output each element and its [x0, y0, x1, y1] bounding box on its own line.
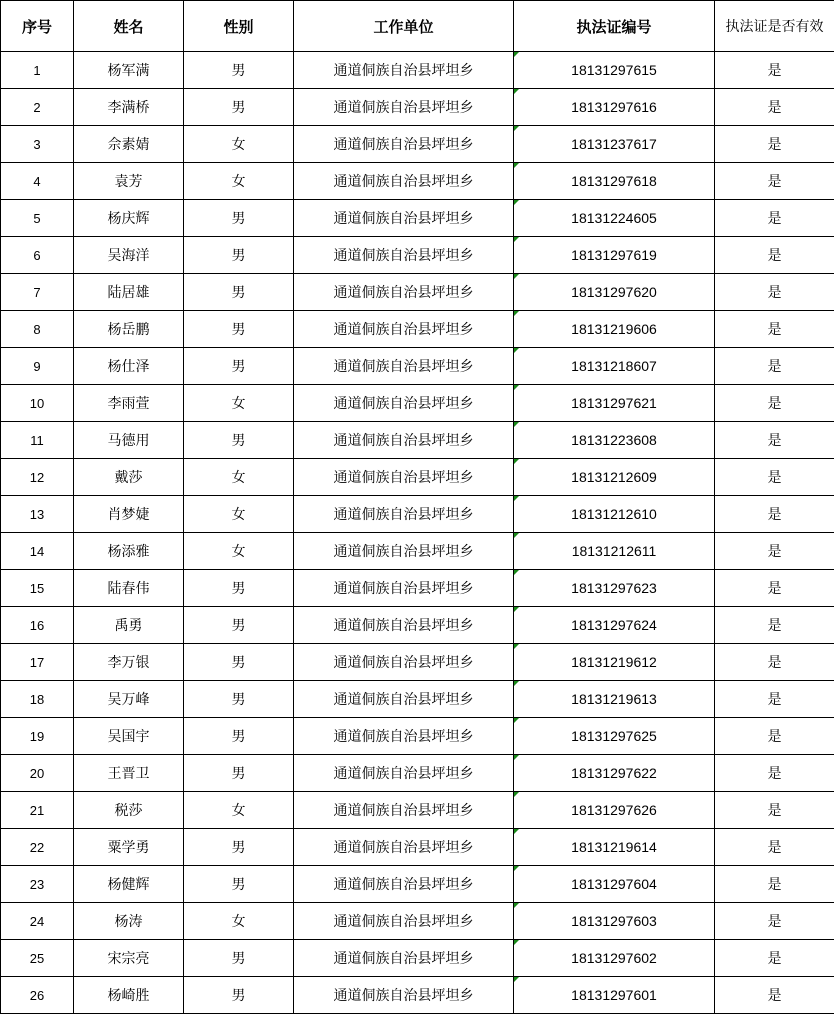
- cell-certificate-valid: 是: [715, 607, 834, 644]
- cell-certificate-valid: 是: [715, 792, 834, 829]
- cell-certificate-number: 18131297604: [514, 866, 715, 903]
- cell-serial-number: 23: [1, 866, 74, 903]
- cell-name: 禹勇: [74, 607, 184, 644]
- cell-gender: 男: [184, 200, 294, 237]
- cell-work-unit: 通道侗族自治县坪坦乡: [294, 348, 514, 385]
- cell-serial-number: 7: [1, 274, 74, 311]
- cell-work-unit: 通道侗族自治县坪坦乡: [294, 89, 514, 126]
- cell-serial-number: 21: [1, 792, 74, 829]
- cell-serial-number: 8: [1, 311, 74, 348]
- cell-work-unit: 通道侗族自治县坪坦乡: [294, 681, 514, 718]
- cell-certificate-number: 18131224605: [514, 200, 715, 237]
- table-row: [1, 681, 834, 718]
- cell-certificate-number: 18131297623: [514, 570, 715, 607]
- cell-certificate-valid: 是: [715, 52, 834, 89]
- cell-certificate-valid: 是: [715, 459, 834, 496]
- cell-serial-number: 20: [1, 755, 74, 792]
- cell-serial-number: 3: [1, 126, 74, 163]
- cell-name: 杨添雅: [74, 533, 184, 570]
- cell-name: 粟学勇: [74, 829, 184, 866]
- cell-certificate-number: 18131297620: [514, 274, 715, 311]
- table-row: [1, 52, 834, 89]
- table-row: [1, 607, 834, 644]
- cell-certificate-number: 18131297624: [514, 607, 715, 644]
- cell-certificate-number: 18131212609: [514, 459, 715, 496]
- cell-gender: 女: [184, 533, 294, 570]
- cell-gender: 男: [184, 422, 294, 459]
- cell-certificate-valid: 是: [715, 126, 834, 163]
- cell-work-unit: 通道侗族自治县坪坦乡: [294, 607, 514, 644]
- cell-certificate-valid: 是: [715, 200, 834, 237]
- table-row: [1, 829, 834, 866]
- cell-certificate-number: 18131297615: [514, 52, 715, 89]
- table-row: [1, 496, 834, 533]
- cell-gender: 男: [184, 311, 294, 348]
- table-row: [1, 200, 834, 237]
- cell-work-unit: 通道侗族自治县坪坦乡: [294, 459, 514, 496]
- cell-certificate-valid: 是: [715, 533, 834, 570]
- cell-certificate-valid: 是: [715, 718, 834, 755]
- cell-gender: 男: [184, 237, 294, 274]
- cell-name: 戴莎: [74, 459, 184, 496]
- cell-gender: 女: [184, 792, 294, 829]
- cell-work-unit: 通道侗族自治县坪坦乡: [294, 311, 514, 348]
- cell-name: 王晋卫: [74, 755, 184, 792]
- cell-certificate-valid: 是: [715, 89, 834, 126]
- cell-gender: 男: [184, 755, 294, 792]
- table-row: [1, 533, 834, 570]
- cell-name: 袁芳: [74, 163, 184, 200]
- header-certificate-number: 执法证编号: [514, 1, 715, 52]
- cell-name: 吴国宇: [74, 718, 184, 755]
- table-row: [1, 459, 834, 496]
- cell-gender: 男: [184, 681, 294, 718]
- cell-serial-number: 11: [1, 422, 74, 459]
- table-row: [1, 644, 834, 681]
- cell-name: 杨涛: [74, 903, 184, 940]
- cell-serial-number: 6: [1, 237, 74, 274]
- table-row: [1, 89, 834, 126]
- cell-work-unit: 通道侗族自治县坪坦乡: [294, 570, 514, 607]
- cell-certificate-number: 18131297619: [514, 237, 715, 274]
- cell-gender: 男: [184, 866, 294, 903]
- table-row: [1, 570, 834, 607]
- cell-serial-number: 15: [1, 570, 74, 607]
- cell-name: 李雨萱: [74, 385, 184, 422]
- cell-certificate-number: 18131297626: [514, 792, 715, 829]
- cell-certificate-valid: 是: [715, 274, 834, 311]
- table-row: [1, 311, 834, 348]
- cell-certificate-valid: 是: [715, 829, 834, 866]
- cell-certificate-valid: 是: [715, 348, 834, 385]
- cell-name: 杨健辉: [74, 866, 184, 903]
- cell-name: 吴海洋: [74, 237, 184, 274]
- cell-serial-number: 12: [1, 459, 74, 496]
- cell-name: 杨仕泽: [74, 348, 184, 385]
- cell-gender: 男: [184, 607, 294, 644]
- cell-certificate-valid: 是: [715, 570, 834, 607]
- cell-gender: 男: [184, 570, 294, 607]
- cell-name: 肖梦婕: [74, 496, 184, 533]
- cell-serial-number: 9: [1, 348, 74, 385]
- table-row: [1, 977, 834, 1014]
- header-gender: 性别: [184, 1, 294, 52]
- cell-gender: 男: [184, 348, 294, 385]
- cell-gender: 男: [184, 52, 294, 89]
- cell-certificate-valid: 是: [715, 940, 834, 977]
- cell-work-unit: 通道侗族自治县坪坦乡: [294, 52, 514, 89]
- cell-gender: 男: [184, 829, 294, 866]
- cell-certificate-valid: 是: [715, 644, 834, 681]
- cell-name: 陆居雄: [74, 274, 184, 311]
- cell-serial-number: 4: [1, 163, 74, 200]
- cell-work-unit: 通道侗族自治县坪坦乡: [294, 792, 514, 829]
- table-row: [1, 718, 834, 755]
- cell-certificate-number: 18131297603: [514, 903, 715, 940]
- cell-certificate-number: 18131223608: [514, 422, 715, 459]
- header-certificate-valid: 执法证是否有效: [715, 1, 834, 52]
- cell-certificate-valid: 是: [715, 866, 834, 903]
- cell-name: 佘素婧: [74, 126, 184, 163]
- cell-name: 马德用: [74, 422, 184, 459]
- header-serial-number: 序号: [1, 1, 74, 52]
- cell-work-unit: 通道侗族自治县坪坦乡: [294, 977, 514, 1014]
- cell-work-unit: 通道侗族自治县坪坦乡: [294, 163, 514, 200]
- table-row: [1, 126, 834, 163]
- cell-serial-number: 25: [1, 940, 74, 977]
- cell-certificate-number: 18131297618: [514, 163, 715, 200]
- cell-work-unit: 通道侗族自治县坪坦乡: [294, 755, 514, 792]
- cell-work-unit: 通道侗族自治县坪坦乡: [294, 385, 514, 422]
- cell-work-unit: 通道侗族自治县坪坦乡: [294, 940, 514, 977]
- cell-gender: 男: [184, 940, 294, 977]
- cell-certificate-valid: 是: [715, 903, 834, 940]
- cell-work-unit: 通道侗族自治县坪坦乡: [294, 496, 514, 533]
- cell-gender: 女: [184, 903, 294, 940]
- cell-work-unit: 通道侗族自治县坪坦乡: [294, 200, 514, 237]
- header-work-unit: 工作单位: [294, 1, 514, 52]
- cell-gender: 男: [184, 977, 294, 1014]
- cell-name: 税莎: [74, 792, 184, 829]
- cell-certificate-valid: 是: [715, 496, 834, 533]
- cell-work-unit: 通道侗族自治县坪坦乡: [294, 903, 514, 940]
- cell-gender: 女: [184, 459, 294, 496]
- cell-work-unit: 通道侗族自治县坪坦乡: [294, 237, 514, 274]
- cell-certificate-number: 18131212611: [514, 533, 715, 570]
- cell-certificate-valid: 是: [715, 977, 834, 1014]
- cell-name: 李满桥: [74, 89, 184, 126]
- cell-serial-number: 19: [1, 718, 74, 755]
- cell-name: 吴万峰: [74, 681, 184, 718]
- cell-name: 陆春伟: [74, 570, 184, 607]
- cell-certificate-valid: 是: [715, 163, 834, 200]
- cell-gender: 女: [184, 126, 294, 163]
- cell-certificate-number: 18131219612: [514, 644, 715, 681]
- cell-work-unit: 通道侗族自治县坪坦乡: [294, 829, 514, 866]
- cell-serial-number: 2: [1, 89, 74, 126]
- cell-certificate-number: 18131212610: [514, 496, 715, 533]
- cell-work-unit: 通道侗族自治县坪坦乡: [294, 274, 514, 311]
- cell-gender: 女: [184, 385, 294, 422]
- cell-name: 李万银: [74, 644, 184, 681]
- cell-gender: 女: [184, 163, 294, 200]
- cell-serial-number: 10: [1, 385, 74, 422]
- table-row: [1, 422, 834, 459]
- cell-certificate-number: 18131219606: [514, 311, 715, 348]
- cell-certificate-number: 18131297601: [514, 977, 715, 1014]
- cell-certificate-number: 18131297616: [514, 89, 715, 126]
- cell-name: 杨岳鹏: [74, 311, 184, 348]
- cell-work-unit: 通道侗族自治县坪坦乡: [294, 866, 514, 903]
- table-row: [1, 348, 834, 385]
- cell-gender: 男: [184, 718, 294, 755]
- cell-certificate-number: 18131297621: [514, 385, 715, 422]
- cell-certificate-valid: 是: [715, 385, 834, 422]
- cell-name: 杨崎胜: [74, 977, 184, 1014]
- cell-name: 宋宗亮: [74, 940, 184, 977]
- header-row: [1, 1, 834, 52]
- cell-serial-number: 14: [1, 533, 74, 570]
- cell-certificate-number: 18131219614: [514, 829, 715, 866]
- table-row: [1, 274, 834, 311]
- cell-serial-number: 26: [1, 977, 74, 1014]
- cell-certificate-number: 18131297625: [514, 718, 715, 755]
- table-row: [1, 163, 834, 200]
- table-row: [1, 792, 834, 829]
- cell-serial-number: 22: [1, 829, 74, 866]
- cell-gender: 男: [184, 274, 294, 311]
- cell-gender: 男: [184, 644, 294, 681]
- cell-certificate-valid: 是: [715, 755, 834, 792]
- cell-work-unit: 通道侗族自治县坪坦乡: [294, 644, 514, 681]
- cell-work-unit: 通道侗族自治县坪坦乡: [294, 422, 514, 459]
- table-row: [1, 237, 834, 274]
- cell-certificate-valid: 是: [715, 237, 834, 274]
- table-row: [1, 940, 834, 977]
- cell-serial-number: 18: [1, 681, 74, 718]
- cell-name: 杨军满: [74, 52, 184, 89]
- cell-work-unit: 通道侗族自治县坪坦乡: [294, 533, 514, 570]
- cell-name: 杨庆辉: [74, 200, 184, 237]
- table-body: [1, 52, 834, 1014]
- cell-gender: 男: [184, 89, 294, 126]
- cell-certificate-number: 18131297622: [514, 755, 715, 792]
- cell-certificate-number: 18131218607: [514, 348, 715, 385]
- table-row: [1, 385, 834, 422]
- cell-serial-number: 16: [1, 607, 74, 644]
- cell-certificate-number: 18131297602: [514, 940, 715, 977]
- cell-certificate-number: 18131237617: [514, 126, 715, 163]
- table-row: [1, 903, 834, 940]
- cell-work-unit: 通道侗族自治县坪坦乡: [294, 718, 514, 755]
- cell-certificate-valid: 是: [715, 311, 834, 348]
- table-row: [1, 755, 834, 792]
- cell-certificate-number: 18131219613: [514, 681, 715, 718]
- cell-gender: 女: [184, 496, 294, 533]
- cell-serial-number: 17: [1, 644, 74, 681]
- header-name: 姓名: [74, 1, 184, 52]
- cell-serial-number: 5: [1, 200, 74, 237]
- table-row: [1, 866, 834, 903]
- cell-certificate-valid: 是: [715, 422, 834, 459]
- cell-certificate-valid: 是: [715, 681, 834, 718]
- cell-serial-number: 1: [1, 52, 74, 89]
- cell-work-unit: 通道侗族自治县坪坦乡: [294, 126, 514, 163]
- cell-serial-number: 24: [1, 903, 74, 940]
- cell-serial-number: 13: [1, 496, 74, 533]
